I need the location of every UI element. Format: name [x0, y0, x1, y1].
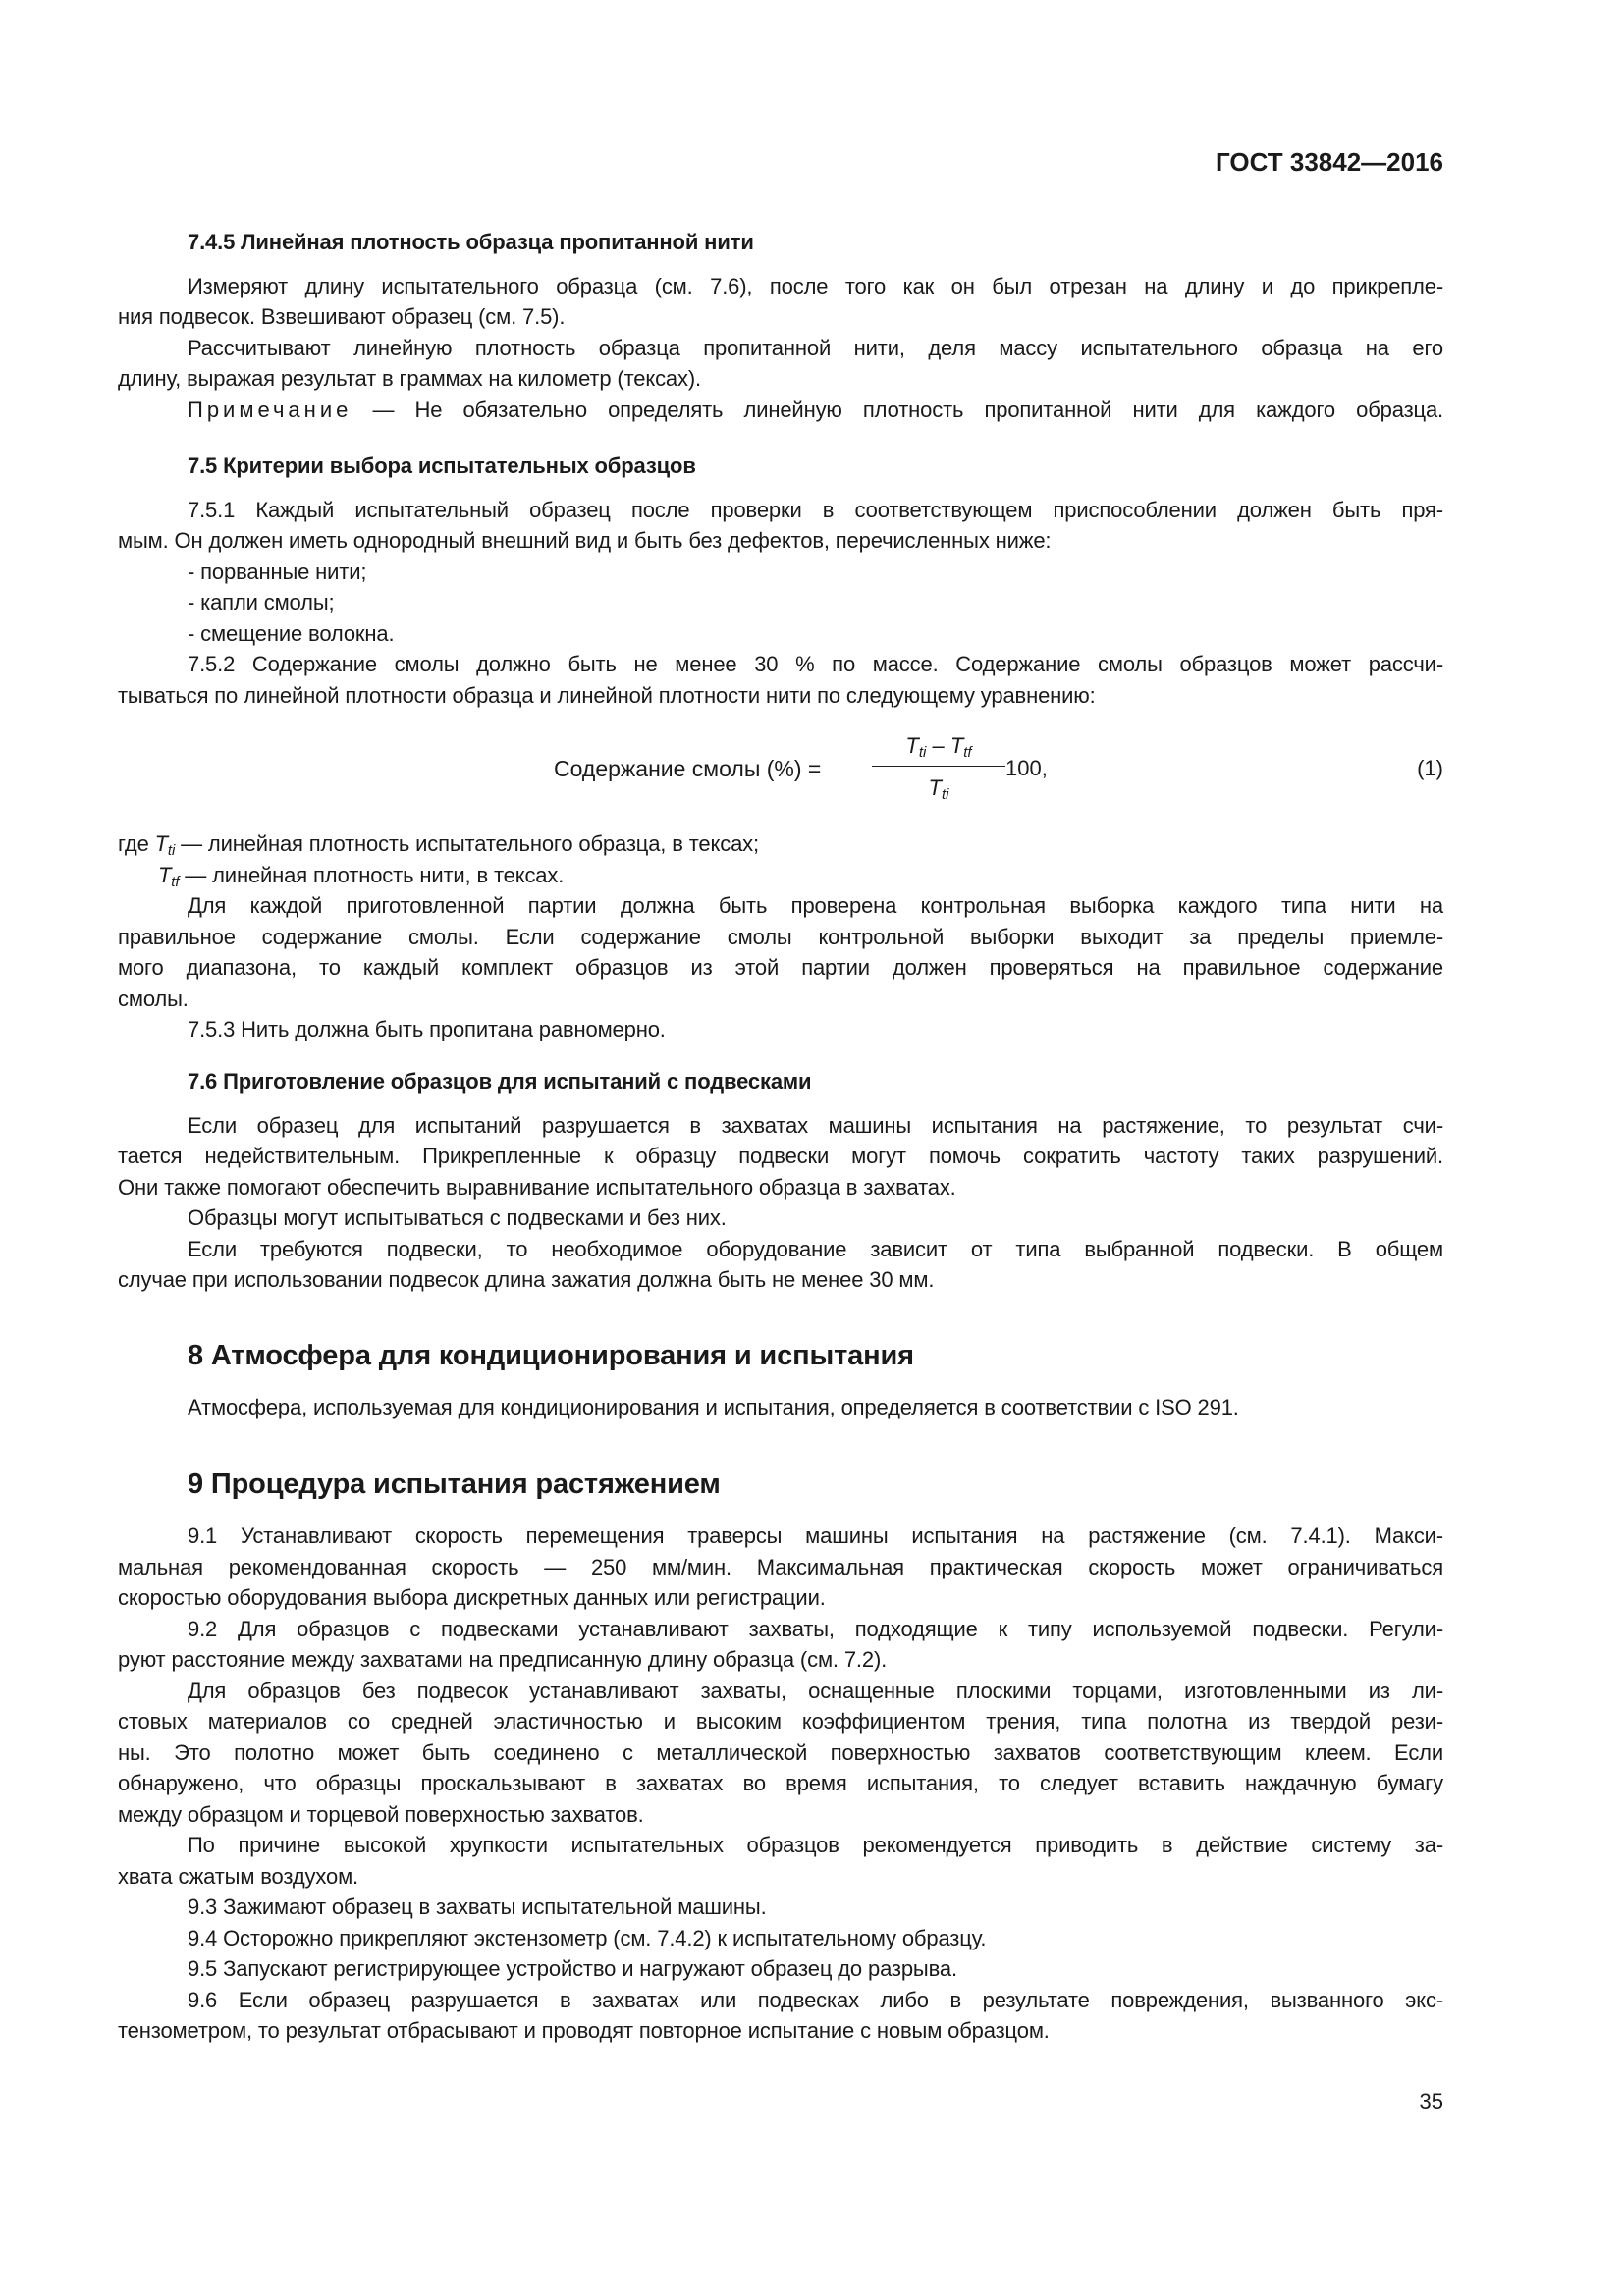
paragraph: [118, 1014, 1443, 1045]
paragraph: [118, 1953, 1443, 1985]
section-heading: 7.6 Приготовление образцов для испытаний с подвесками: [188, 1069, 812, 1094]
text-line: Рассчитывают линейную плотность образца пропитанной нити, деля массу испытательного образца на его: [188, 335, 1443, 360]
section-7-6: [118, 1066, 1443, 1296]
paragraph: [118, 1521, 1443, 1614]
paragraph: [118, 890, 1443, 1014]
section-heading: 7.4.5 Линейная плотность образца пропитанной нити: [188, 230, 754, 254]
text-line: 9.5 Запускают регистрирующее устройство и нагружают образец до разрыва.: [188, 1956, 957, 1981]
paragraph: [118, 1392, 1443, 1423]
text-line: Они также помогают обеспечить выравнивание испытательного образца в захватах.: [118, 1174, 956, 1200]
text-line: Для каждой приготовленной партии должна быть проверена контрольная выборка каждого типа нити на: [188, 893, 1443, 918]
text-line: Атмосфера, используемая для кондиционирования и испытания, определяется в соответствии с ISO 291.: [188, 1395, 1239, 1419]
paragraph: [118, 1892, 1443, 1923]
paragraph: [118, 1985, 1443, 2047]
text-line: смолы.: [118, 986, 189, 1011]
section-heading: 9 Процедура испытания растяжением: [188, 1468, 721, 1500]
section-7-5-cont: [118, 890, 1443, 1045]
paragraph: [118, 618, 1443, 650]
paragraph: [118, 1110, 1443, 1203]
text-line: правильное содержание смолы. Если содержание смолы контрольной выборки выходит за пределы приемле-: [118, 924, 1443, 949]
paragraph: [118, 333, 1443, 395]
paragraph: [118, 1676, 1443, 1831]
document-header: ГОСТ 33842—2016: [1216, 147, 1443, 177]
formula-fraction: $T_{ti} - T_{tf}$ $T_{ti}$: [872, 726, 1005, 806]
note-text: — Не обязательно определять линейную плотность пропитанной нити для каждого образца.: [352, 398, 1443, 422]
text-line: 7.5.1 Каждый испытательный образец после проверки в соответствующем приспособлении должен быть пря-: [188, 497, 1443, 522]
paragraph: [118, 557, 1443, 588]
text-line: ния подвесок. Взвешивают образец (см. 7.5).: [118, 304, 566, 329]
page-number: 35: [1419, 2089, 1443, 2113]
section-7-5: [118, 451, 1443, 711]
paragraph: [118, 587, 1443, 618]
paragraph: [118, 1923, 1443, 1954]
text-line: тываться по линейной плотности образца и линейной плотности нити по следующему уравнению:: [118, 682, 1096, 708]
text-line: ны. Это полотно может быть соединено с металлической поверхностью захватов соответствующим клеем. Если: [118, 1739, 1443, 1765]
formula-resin-content: [550, 726, 1443, 815]
text-line: тается недействительным. Прикрепленные к образцу подвески могут помочь сократить частоту таких разрушений.: [118, 1144, 1443, 1168]
text-line: длину, выражая результат в граммах на километр (тексах).: [118, 366, 701, 391]
text-line: обнаружено, что образцы проскальзывают в захватах во время испытания, то следует вставить наждачную бумагу: [118, 1771, 1443, 1795]
text-line: - смещение волокна.: [188, 620, 395, 646]
text-line: тензометром, то результат отбрасывают и проводят повторное испытание с новым образцом.: [118, 2018, 1050, 2043]
text-line: мальная рекомендованная скорость — 250 мм/мин. Максимальная практическая скорость может ограничиваться: [118, 1554, 1443, 1579]
paragraph: [118, 1614, 1443, 1676]
paragraph: [118, 495, 1443, 557]
text-line: Образцы могут испытываться с подвесками и без них.: [188, 1205, 727, 1230]
section-heading: 8 Атмосфера для кондиционирования и испытания: [188, 1340, 914, 1371]
text-line: хвата сжатым воздухом.: [118, 1863, 359, 1889]
section-heading: 7.5 Критерии выбора испытательных образцов: [188, 454, 696, 478]
text-line: случае при использовании подвесок длина зажатия должна быть не менее 30 мм.: [118, 1267, 935, 1292]
text-line: руют расстояние между захватами на предписанную длину образца (см. 7.2).: [118, 1647, 888, 1672]
text-line: 9.3 Зажимают образец в захваты испытательной машины.: [188, 1895, 767, 1919]
text-line: По причине высокой хрупкости испытательных образцов рекомендуется приводить в действие систему за-: [188, 1833, 1443, 1857]
paragraph: [118, 1830, 1443, 1892]
text-line: скоростью оборудования выбора дискретных данных или регистрации.: [118, 1585, 826, 1610]
text-line: Для образцов без подвесок устанавливают захваты, оснащенные плоскими торцами, изготовленными из ли-: [188, 1678, 1443, 1703]
formula-factor: 100,: [1005, 756, 1048, 780]
formula-lhs: Содержание смолы (%) =: [554, 756, 822, 781]
paragraph: [118, 271, 1443, 333]
text-line: Если образец для испытаний разрушается в захватах машины испытания на растяжение, то результат счи-: [188, 1112, 1443, 1138]
text-line: мым. Он должен иметь однородный внешний вид и быть без дефектов, перечисленных ниже:: [118, 528, 1052, 553]
section-7-4-5: [118, 227, 1443, 395]
text-line: между образцом и торцевой поверхностью захватов.: [118, 1801, 644, 1827]
paragraph: [118, 1202, 1443, 1234]
text-line: 9.4 Осторожно прикрепляют экстензометр (см. 7.4.2) к испытательному образцу.: [188, 1925, 987, 1950]
paragraph: [118, 1234, 1443, 1296]
section-9: [118, 1466, 1443, 2047]
text-line: - капли смолы;: [188, 590, 335, 614]
text-line: 9.2 Для образцов с подвесками устанавливают захваты, подходящие к типу используемой подвески. Регули-: [188, 1616, 1443, 1641]
formula-number: (1): [1417, 756, 1443, 780]
formula-legend: где $T_{ti}$ — линейная плотность испытательного образца, в тексах; $T_{tf}$ — линейная плотность нити, в тексах.: [118, 831, 759, 890]
text-line: 7.5.3 Нить должна быть пропитана равномерно.: [188, 1017, 666, 1041]
text-line: Измеряют длину испытательного образца (см. 7.6), после того как он был отрезан на длину и до прикрепле-: [188, 273, 1443, 298]
section-8: [118, 1337, 1443, 1423]
text-line: - порванные нити;: [188, 559, 367, 584]
text-line: 9.1 Устанавливают скорость перемещения траверсы машины испытания на растяжение (см. 7.4.1). Макси-: [188, 1523, 1443, 1548]
text-line: 7.5.2 Содержание смолы должно быть не менее 30 % по массе. Содержание смолы образцов может рассчи-: [188, 652, 1443, 676]
text-line: стовых материалов со средней эластичностью и высоким коэффициентом трения, типа полотна из твердой рези-: [118, 1709, 1443, 1734]
text-line: мого диапазона, то каждый комплект образцов из этой партии должен проверяться на правильное содержание: [118, 955, 1443, 980]
paragraph: [118, 649, 1443, 711]
note-label: Примечание: [188, 398, 352, 422]
note: [118, 395, 1443, 426]
text-line: Если требуются подвески, то необходимое оборудование зависит от типа выбранной подвески. В общем: [188, 1236, 1443, 1261]
text-line: 9.6 Если образец разрушается в захватах или подвесках либо в результате повреждения, вызванного экс-: [188, 1987, 1443, 2012]
